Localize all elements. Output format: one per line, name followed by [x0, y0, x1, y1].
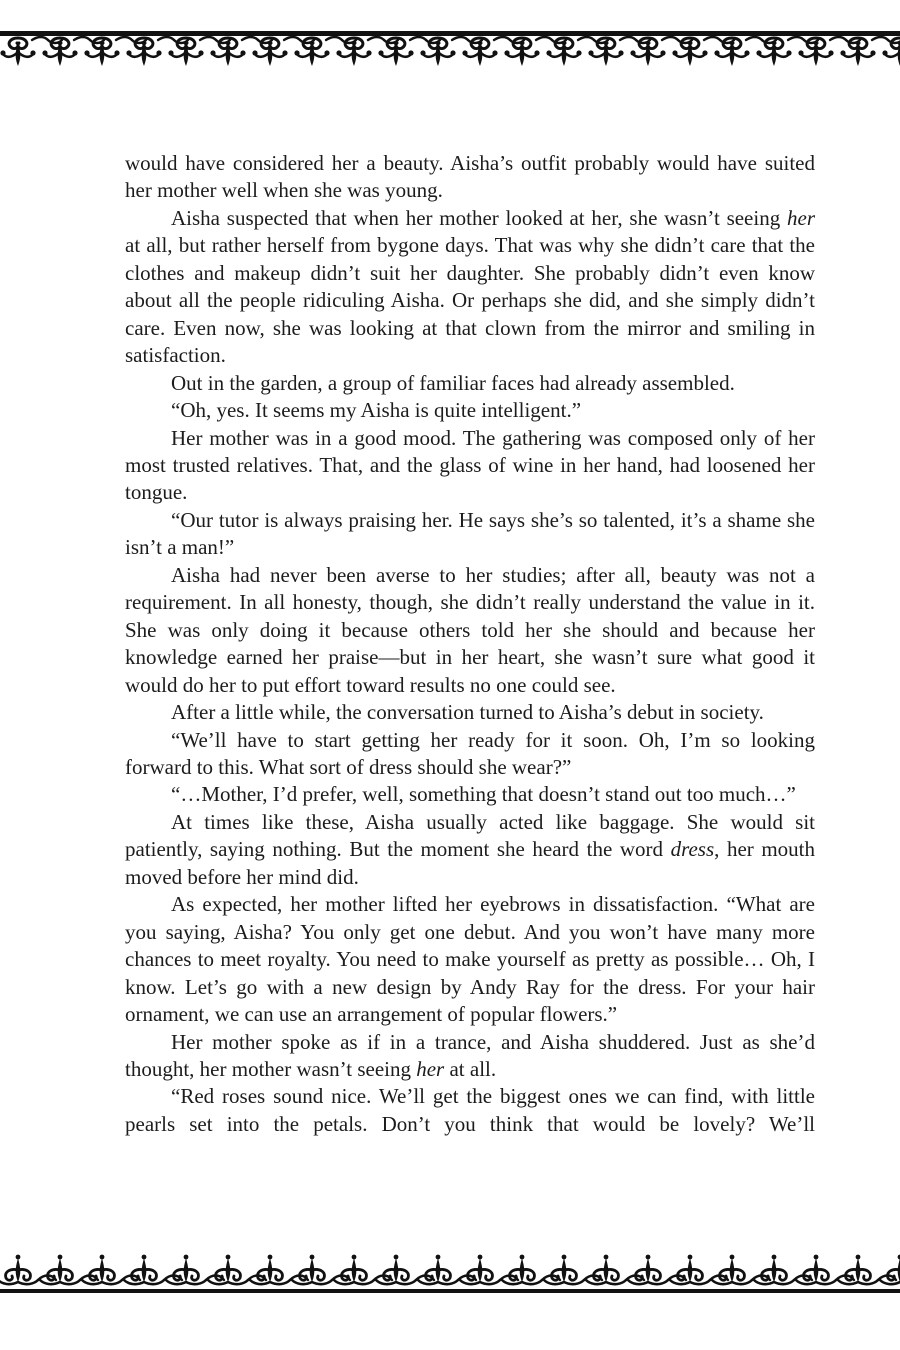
paragraph-1: would have considered her a beauty. Aisha’s outfit probably would have suited her mother well when she was young. — [125, 151, 815, 203]
top-ornamental-border — [0, 28, 900, 88]
bottom-border-ornament — [0, 1252, 900, 1312]
paragraph-7: Aisha had never been averse to her studies; after all, beauty was not a requirement. In all honesty, though, she didn’t really understand the value in it. She was only doing it because others told her she should and because her knowledge earned her praise—but in her heart, she wasn’t sure what good it would do her to put effort toward results no one could see. — [125, 562, 815, 697]
paragraph-6: “Our tutor is always praising her. He says she’s so talented, it’s a shame she isn’t a man!” — [125, 507, 815, 560]
paragraph-3: Out in the garden, a group of familiar faces had already assembled. — [171, 370, 735, 395]
paragraph-2-part-2: at all, but rather herself from bygone days. That was why she didn’t care that the clothes and makeup didn’t suit her daughter. She probably didn’t even know about all the people ridiculing Aisha. Or perhaps she did, and she simply didn’t care. Even now, she was looking at that clown from the mirror and smiling in satisfaction. — [125, 233, 815, 368]
page-body-text — [125, 150, 815, 1138]
paragraph-12: As expected, her mother lifted her eyebrows in dissatisfaction. “What are you saying, Aisha? You only get one debut. And you won’t have many more chances to meet royalty. You need to make yourself as pretty as possible… Oh, I know. Let’s go with a new design by Andy Ray for the dress. For your hair ornament, we can use an arrangement of popular flowers.” — [125, 892, 815, 1027]
paragraph-8: After a little while, the conversation turned to Aisha’s debut in society. — [171, 700, 764, 725]
paragraph-11-part-2: , her mouth moved before her mind did. — [125, 837, 816, 889]
paragraph-11-emphasis: dress — [670, 837, 715, 862]
paragraph-13 — [125, 1029, 815, 1084]
paragraph-11 — [125, 809, 815, 891]
paragraph-4: “Oh, yes. It seems my Aisha is quite intelligent.” — [171, 398, 582, 423]
paragraph-13-part-2: at all. — [444, 1056, 497, 1081]
paragraph-13-emphasis: her — [416, 1056, 445, 1081]
paragraph-2-emphasis: her — [787, 205, 815, 230]
bottom-ornamental-border — [0, 1252, 900, 1312]
paragraph-14: “Red roses sound nice. We’ll get the biggest ones we can find, with little pearls set into the petals. Don’t you think that would be lovely? We’ll — [125, 1084, 815, 1136]
paragraph-11-part-1: At times like these, Aisha usually acted like baggage. She would sit patiently, saying nothing. But the moment she heard the word — [125, 809, 815, 862]
paragraph-9: “We’ll have to start getting her ready for it soon. Oh, I’m so looking forward to this. What sort of dress should she wear?” — [125, 727, 815, 779]
paragraph-10: “…Mother, I’d prefer, well, something that doesn’t stand out too much…” — [171, 782, 796, 807]
top-border-ornament — [0, 28, 900, 88]
paragraph-13-part-1: Her mother spoke as if in a trance, and Aisha shuddered. Just as she’d thought, her mother wasn’t seeing — [125, 1029, 815, 1081]
paragraph-2 — [125, 205, 815, 370]
paragraph-5: Her mother was in a good mood. The gathering was composed only of her most trusted relatives. That, and the glass of wine in her hand, had loosened her tongue. — [125, 425, 815, 505]
paragraph-2-part-1: Aisha suspected that when her mother looked at her, she wasn’t seeing — [171, 205, 787, 230]
